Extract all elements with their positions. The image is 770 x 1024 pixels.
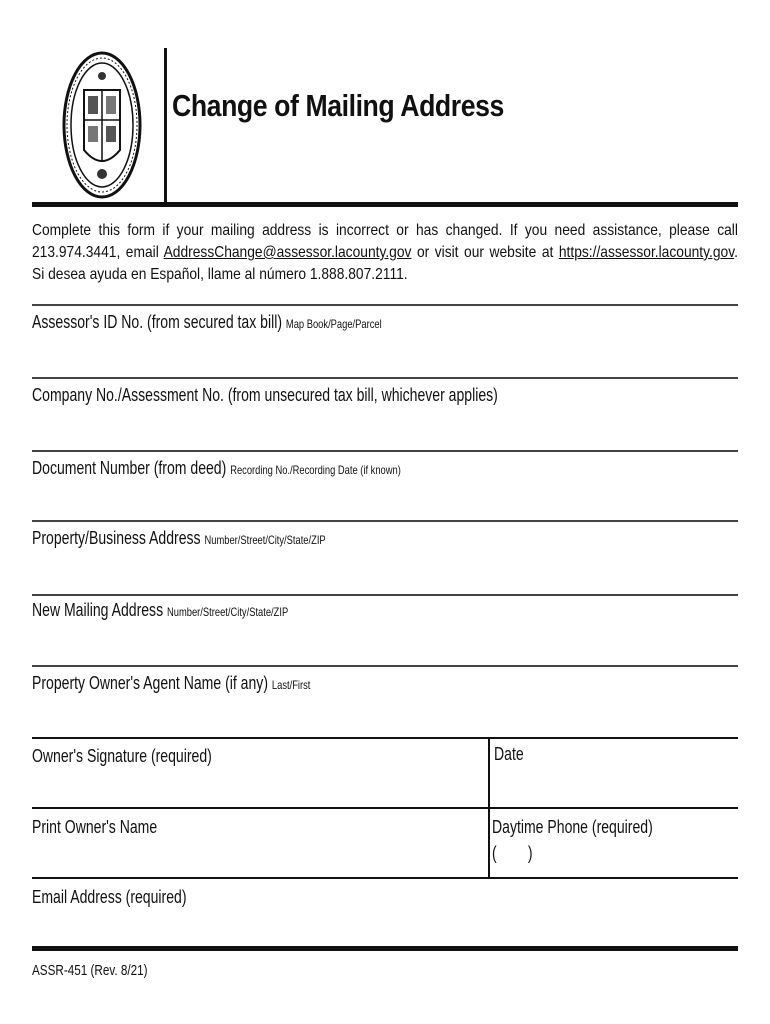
assessor-id-sublabel: Map Book/Page/Parcel	[285, 317, 382, 331]
property-address-sublabel: Number/Street/City/State/ZIP	[204, 533, 326, 547]
company-no-label	[32, 385, 498, 406]
field-rule	[32, 807, 738, 809]
email-link[interactable]: AddressChange@assessor.lacounty.gov	[163, 244, 412, 261]
owner-signature-field[interactable]	[32, 770, 484, 808]
agent-name-field[interactable]	[32, 697, 738, 735]
print-name-label	[32, 817, 157, 838]
county-seal-logo	[62, 50, 142, 200]
company-no-label-text: Company No./Assessment No. (from unsecured tax bill, whichever applies)	[32, 385, 498, 405]
field-rule	[32, 737, 738, 739]
date-field[interactable]	[492, 770, 738, 808]
agent-name-sublabel: Last/First	[271, 678, 311, 692]
property-address-label-text: Property/Business Address	[32, 528, 201, 548]
daytime-phone-label	[492, 817, 653, 838]
property-address-label	[32, 528, 326, 549]
assessor-id-field[interactable]	[32, 336, 738, 374]
daytime-phone-field[interactable]	[492, 840, 738, 878]
field-rule	[32, 450, 738, 452]
company-no-field[interactable]	[32, 409, 738, 447]
document-number-sublabel: Recording No./Recording Date (if known)	[230, 463, 401, 477]
new-mailing-label	[32, 600, 288, 621]
field-rule	[32, 520, 738, 522]
field-rule	[32, 877, 738, 879]
document-number-label	[32, 458, 401, 479]
owner-signature-label-text: Owner's Signature (required)	[32, 746, 212, 766]
owner-signature-label	[32, 746, 212, 767]
print-name-field[interactable]	[32, 840, 484, 878]
new-mailing-sublabel: Number/Street/City/State/ZIP	[167, 605, 289, 619]
footer-rule	[32, 946, 738, 951]
field-rule	[32, 377, 738, 379]
website-link[interactable]: https://assessor.lacounty.gov	[558, 244, 735, 261]
new-mailing-field[interactable]	[32, 624, 738, 662]
assessor-id-label	[32, 312, 382, 333]
field-rule	[32, 594, 738, 596]
field-rule	[32, 665, 738, 667]
form-code: ASSR-451 (Rev. 8/21)	[32, 962, 148, 979]
header-divider	[164, 48, 167, 202]
document-number-field[interactable]	[32, 482, 738, 520]
field-rule	[32, 304, 738, 306]
instructions-text-2: or visit our website at	[411, 244, 559, 261]
agent-name-label-text: Property Owner's Agent Name (if any)	[32, 673, 268, 693]
email-address-field[interactable]	[32, 905, 738, 943]
property-address-field[interactable]	[32, 552, 738, 590]
form-title: Change of Mailing Address	[172, 88, 504, 123]
print-name-label-text: Print Owner's Name	[32, 817, 158, 837]
document-number-label-text: Document Number (from deed)	[32, 458, 227, 478]
date-label-text: Date	[494, 744, 524, 764]
new-mailing-label-text: New Mailing Address	[32, 600, 164, 620]
instructions-text-3: . Si desea ayuda en Español, llame al número 1.888.807.2111.	[32, 244, 738, 283]
instructions-paragraph	[32, 220, 738, 286]
agent-name-label	[32, 673, 310, 694]
daytime-phone-label-text: Daytime Phone (required)	[492, 817, 653, 837]
phone-area-code: ( )	[492, 843, 533, 863]
date-label	[494, 744, 524, 765]
assessor-id-label-text: Assessor's ID No. (from secured tax bill)	[32, 312, 283, 332]
email-address-label-text: Email Address (required)	[32, 887, 187, 907]
header-rule	[32, 202, 738, 207]
instructions-text-1: Complete this form if your mailing address is incorrect or has changed. If you need assistance, please call 213.974.3441, email	[32, 222, 738, 261]
